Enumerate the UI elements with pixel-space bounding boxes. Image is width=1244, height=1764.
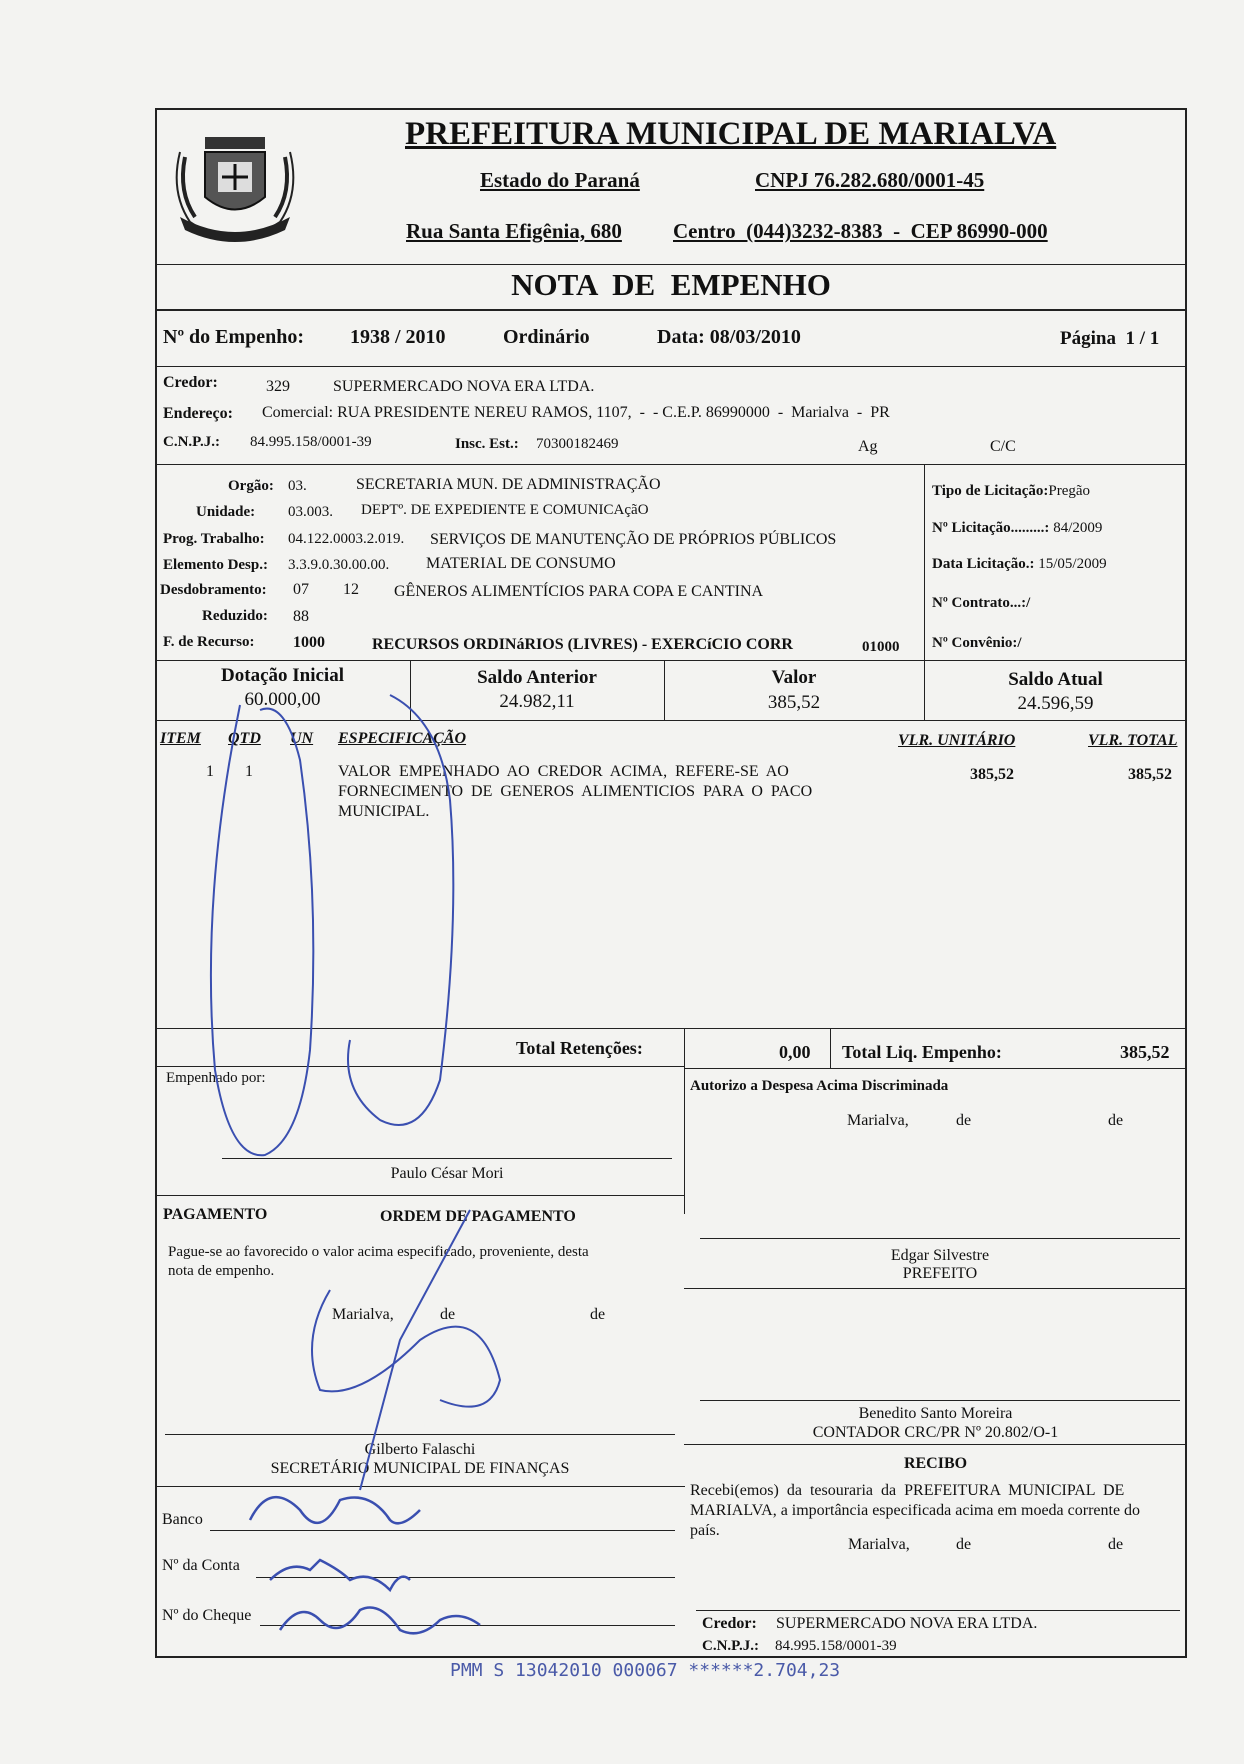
recibo-line-1: Recebi(emos) da tesouraria da PREFEITURA MUNICIPAL DE <box>690 1482 1125 1499</box>
contador-name: Benedito Santo Moreira <box>858 1405 1013 1422</box>
data-licitacao-label: Data Licitação.: 15/05/2009 <box>932 556 1107 572</box>
contador-role: CONTADOR CRC/PR Nº 20.802/O-1 <box>812 1424 1059 1441</box>
pagamento-marialva: Marialva, <box>332 1306 394 1323</box>
tipo-licitacao-label: Tipo de Licitação:Pregão <box>932 483 1091 499</box>
desdobramento-a: 07 <box>293 581 309 598</box>
conta-label: Nº da Conta <box>162 1557 240 1574</box>
credor-name: SUPERMERCADO NOVA ERA LTDA. <box>333 378 595 395</box>
saldo-atual-label: Saldo Atual <box>1008 669 1103 690</box>
dotacao-value: 60.000,00 <box>244 689 321 710</box>
empenho-label: Nº do Empenho: <box>163 326 305 348</box>
signature-conta <box>270 1560 410 1590</box>
recurso-number: 01000 <box>862 639 900 655</box>
pen-loop-2 <box>348 695 453 1125</box>
pague-line-2: nota de empenho. <box>168 1263 275 1279</box>
elemento-label: Elemento Desp.: <box>163 557 268 573</box>
col-spec-header: ESPECIFICAÇÃO <box>338 730 467 747</box>
num-licitacao-label: Nº Licitação.........: 84/2009 <box>932 520 1103 536</box>
recibo-credor-label: Credor: <box>702 1615 757 1632</box>
unidade-name: DEPTº. DE EXPEDIENTE E COMUNICAçãO <box>361 502 649 518</box>
recibo-de-2: de <box>1108 1536 1124 1553</box>
pagamento-label: PAGAMENTO <box>163 1206 268 1223</box>
reduzido-value: 88 <box>293 608 309 625</box>
ordem-pagamento-label: ORDEM DE PAGAMENTO <box>380 1208 576 1225</box>
retencoes-label: Total Retenções: <box>516 1038 643 1058</box>
recibo-cnpj-value: 84.995.158/0001-39 <box>775 1638 897 1654</box>
empenho-type: Ordinário <box>503 326 590 348</box>
prog-label: Prog. Trabalho: <box>163 531 265 547</box>
unidade-label: Unidade: <box>196 504 256 520</box>
elemento-name: MATERIAL DE CONSUMO <box>426 555 616 572</box>
desdobramento-label: Desdobramento: <box>160 582 267 598</box>
pagamento-de-2: de <box>590 1306 606 1323</box>
desdobramento-name: GÊNEROS ALIMENTÍCIOS PARA COPA E CANTINA <box>394 583 764 600</box>
endereco-value: Comercial: RUA PRESIDENTE NEREU RAMOS, 1107, - - C.E.P. 86990000 - Marialva - PR <box>262 404 890 421</box>
empenhado-por-name: Paulo César Mori <box>390 1165 504 1182</box>
org-title: PREFEITURA MUNICIPAL DE MARIALVA <box>405 116 1057 152</box>
signature-banco <box>250 1497 420 1523</box>
autorizo-label: Autorizo a Despesa Acima Discriminada <box>690 1078 949 1094</box>
reduzido-label: Reduzido: <box>202 608 268 624</box>
dotacao-label: Dotação Inicial <box>221 665 344 686</box>
doc-title: NOTA DE EMPENHO <box>511 267 831 302</box>
pen-loop-1 <box>211 705 313 1155</box>
valor-label: Valor <box>771 667 817 688</box>
desdobramento-b: 12 <box>343 581 359 598</box>
recibo-line-3: país. <box>690 1522 720 1539</box>
item-spec-line-2: FORNECIMENTO DE GENEROS ALIMENTICIOS PARA O PACO <box>338 783 813 800</box>
prog-code: 04.122.0003.2.019. <box>288 531 405 547</box>
banco-label: Banco <box>162 1511 203 1528</box>
liquido-label: Total Liq. Empenho: <box>842 1042 1002 1062</box>
item-spec-line-3: MUNICIPAL. <box>338 803 430 820</box>
empenho-date: Data: 08/03/2010 <box>657 326 801 348</box>
recurso-name: RECURSOS ORDINáRIOS (LIVRES) - EXERCíCIO CORR <box>372 636 793 653</box>
recurso-label: F. de Recurso: <box>163 634 255 650</box>
recibo-title: RECIBO <box>903 1455 968 1472</box>
item-spec-line-1: VALOR EMPENHADO AO CREDOR ACIMA, REFERE-SE AO <box>338 763 789 780</box>
insc-label: Insc. Est.: <box>455 436 519 452</box>
item-qtd: 1 <box>245 763 253 780</box>
cnpj-value: 84.995.158/0001-39 <box>250 434 372 450</box>
prog-name: SERVIÇOS DE MANUTENÇÃO DE PRÓPRIOS PÚBLICOS <box>430 531 837 548</box>
credor-code: 329 <box>266 378 290 395</box>
secretario-name: Gilberto Falaschi <box>364 1441 476 1458</box>
valor-value: 385,52 <box>767 692 821 713</box>
retencoes-value: 0,00 <box>779 1042 811 1062</box>
pague-line-1: Pague-se ao favorecido o valor acima especificado, proveniente, desta <box>168 1244 589 1260</box>
cnpj-label: C.N.P.J.: <box>163 434 220 450</box>
org-cnpj: CNPJ 76.282.680/0001-45 <box>755 168 985 192</box>
saldo-atual-value: 24.596,59 <box>1017 693 1094 714</box>
orgao-label: Orgão: <box>228 478 274 494</box>
credor-label: Credor: <box>163 374 218 391</box>
insc-value: 70300182469 <box>536 436 619 452</box>
unidade-code: 03.003. <box>288 504 333 520</box>
recibo-marialva: Marialva, <box>848 1536 910 1553</box>
pagamento-de-1: de <box>440 1306 456 1323</box>
empenhado-por-label: Empenhado por: <box>166 1070 266 1086</box>
org-address: Rua Santa Efigênia, 680 <box>406 219 622 243</box>
item-total-value: 385,52 <box>1128 766 1172 783</box>
recibo-de-1: de <box>956 1536 972 1553</box>
page-number: Página 1 / 1 <box>1060 328 1160 349</box>
prefeito-role: PREFEITO <box>902 1265 978 1282</box>
recibo-cnpj-label: C.N.P.J.: <box>702 1638 759 1654</box>
col-unit-header: VLR. UNITÁRIO <box>898 732 1016 749</box>
elemento-code: 3.3.9.0.30.00.00. <box>288 557 390 573</box>
col-qtd-header: QTD <box>228 730 261 747</box>
convenio-label: Nº Convênio:/ <box>932 635 1022 651</box>
bank-stamp: PMM S 13042010 000067 ******2.704,23 <box>450 1660 841 1681</box>
prefeito-name: Edgar Silvestre <box>890 1247 990 1264</box>
state-name: Estado do Paraná <box>480 168 640 192</box>
org-address-rest: Centro (044)3232-8383 - CEP 86990-000 <box>673 219 1048 243</box>
saldo-anterior-value: 24.982,11 <box>499 691 575 712</box>
item-unit-value: 385,52 <box>970 766 1014 783</box>
autorizo-de-1: de <box>956 1112 972 1129</box>
recurso-code: 1000 <box>293 634 325 651</box>
signature-cheque <box>280 1608 480 1634</box>
recibo-line-2: MARIALVA, a importância especificada acima em moeda corrente do <box>690 1502 1141 1519</box>
pen-stroke <box>360 1210 470 1490</box>
item-number: 1 <box>206 763 214 780</box>
empenho-number: 1938 / 2010 <box>350 326 446 348</box>
recibo-credor-name: SUPERMERCADO NOVA ERA LTDA. <box>776 1615 1038 1632</box>
contrato-label: Nº Contrato...:/ <box>932 595 1031 611</box>
col-item-header: ITEM <box>160 730 201 747</box>
conta-corrente-label: C/C <box>990 438 1016 455</box>
col-total-header: VLR. TOTAL <box>1088 732 1178 749</box>
orgao-name: SECRETARIA MUN. DE ADMINISTRAÇÃO <box>356 476 661 493</box>
orgao-code: 03. <box>288 478 307 494</box>
pen-loop-3 <box>312 1290 500 1407</box>
saldo-anterior-label: Saldo Anterior <box>477 667 597 688</box>
col-un-header: UN <box>290 730 314 747</box>
liquido-value: 385,52 <box>1120 1042 1170 1062</box>
secretario-role: SECRETÁRIO MUNICIPAL DE FINANÇAS <box>270 1460 570 1477</box>
autorizo-de-2: de <box>1108 1112 1124 1129</box>
autorizo-marialva: Marialva, <box>847 1112 909 1129</box>
cheque-label: Nº do Cheque <box>162 1607 252 1624</box>
agencia-label: Ag <box>858 438 878 455</box>
endereco-label: Endereço: <box>163 405 233 422</box>
